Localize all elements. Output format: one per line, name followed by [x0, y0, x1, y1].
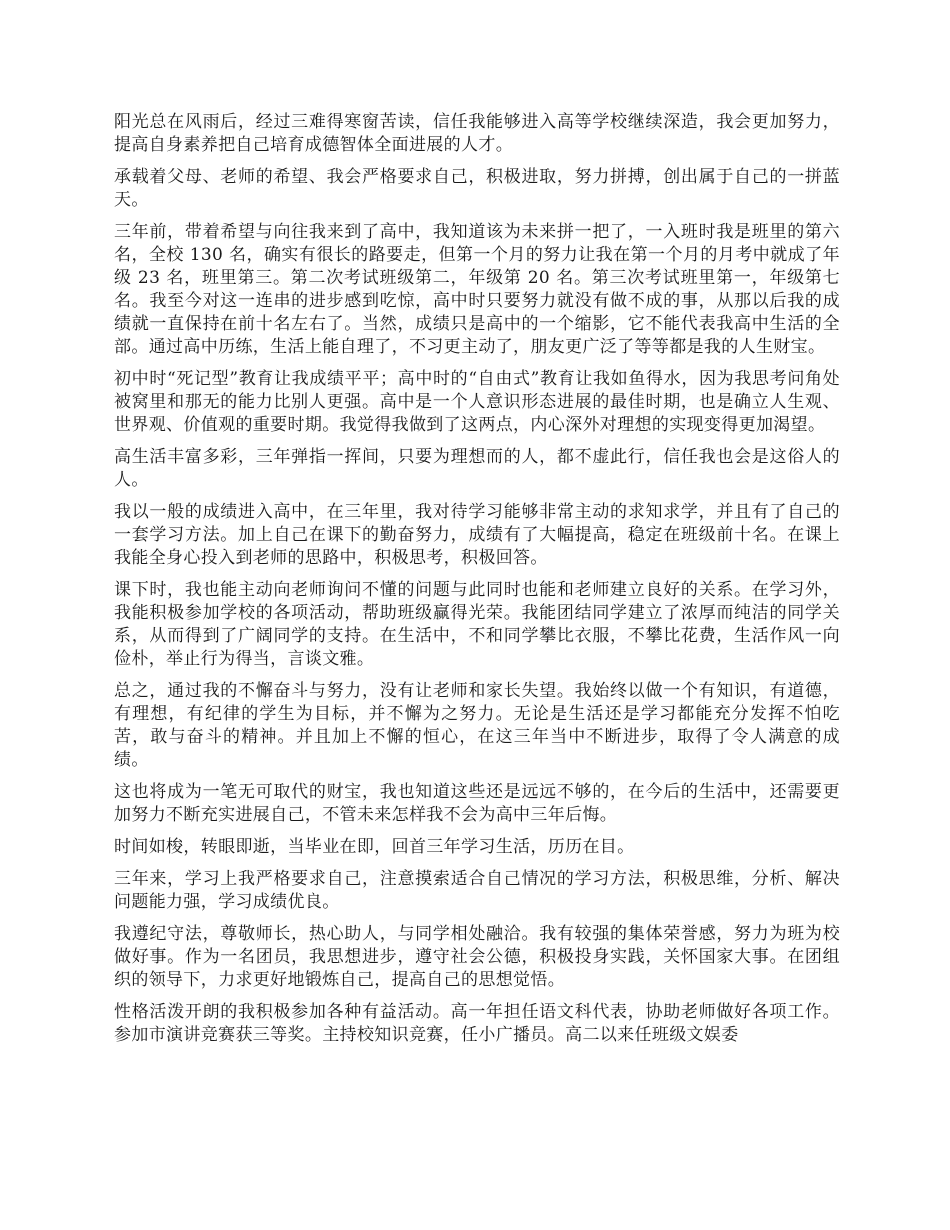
paragraph-7: 课下时，我也能主动向老师询问不懂的问题与此同时也能和老师建立良好的关系。在学习外，我能积极参加学校的各项活动，帮助班级赢得光荣。我能团结同学建立了浓厚而纯洁的同学关系，从而得到了广阔同学的支持。在生活中，不和同学攀比衣服，不攀比花费，生活作风一向俭朴，举止行为得当，言谈文雅。 [114, 580, 840, 669]
paragraph-6: 我以一般的成绩进入高中，在三年里，我对待学习能够非常主动的求知求学，并且有了自己的一套学习方法。加上自己在课下的勤奋努力，成绩有了大幅提高，稳定在班级前十名。在课上我能全身心投入到老师的思路中，积极思考，积极回答。 [114, 502, 840, 568]
paragraph-11: 三年来，学习上我严格要求自己，注意摸索适合自己情况的学习方法，积极思维，分析、解决问题能力强，学习成绩优良。 [114, 869, 840, 912]
paragraph-2: 承载着父母、老师的希望、我会严格要求自己，积极进取，努力拼搏，创出属于自己的一拼蓝天。 [114, 167, 840, 210]
paragraph-8: 总之，通过我的不懈奋斗与努力，没有让老师和家长失望。我始终以做一个有知识，有道德，有理想，有纪律的学生为目标，并不懈为之努力。无论是生活还是学习都能充分发挥不怕吃苦，敢与奋斗的精神。并且加上不懈的恒心，在这三年当中不断进步，取得了令人满意的成绩。 [114, 681, 840, 770]
paragraph-13: 性格活泼开朗的我积极参加各种有益活动。高一年担任语文科代表，协助老师做好各项工作。参加市演讲竞赛获三等奖。主持校知识竞赛，任小广播员。高二以来任班级文娱委 [114, 1002, 840, 1045]
paragraph-1: 阳光总在风雨后，经过三难得寒窗苦读，信任我能够进入高等学校继续深造，我会更加努力，提高自身素养把自己培育成德智体全面进展的人才。 [114, 112, 840, 155]
paragraph-12: 我遵纪守法，尊敬师长，热心助人，与同学相处融洽。我有较强的集体荣誉感，努力为班为校做好事。作为一名团员，我思想进步，遵守社会公德，积极投身实践，关怀国家大事。在团组织的领导下，力求更好地锻炼自己，提高自己的思想觉悟。 [114, 924, 840, 990]
paragraph-10: 时间如梭，转眼即逝，当毕业在即，回首三年学习生活，历历在目。 [114, 837, 635, 857]
paragraph-5: 高生活丰富多彩，三年弹指一挥间，只要为理想而的人，都不虚此行，信任我也会是这俗人的人。 [114, 447, 840, 490]
paragraph-9: 这也将成为一笔无可取代的财宝，我也知道这些还是远远不够的，在今后的生活中，还需要更加努力不断充实进展自己，不管未来怎样我不会为高中三年后悔。 [114, 782, 840, 825]
paragraph-3: 三年前，带着希望与向往我来到了高中，我知道该为未来拼一把了，一入班时我是班里的第六名，全校 130 名，确实有很长的路要走，但第一个月的努力让我在第一个月的月考中就成了年级 23 名，班里第三。第二次考试班级第二，年级第 20 名。第三次考试班里第一，年级第七名。我至今对这一连串的进步感到吃惊，高中时只要努力就没有做不成的事，从那以后我的成绩就一直保持在前十名左右了。当然，成绩只是高中的一个缩影，它不能代表我高中生活的全部。通过高中历练，生活上能自理了，不习更主动了，朋友更广泛了等等都是我的人生财宝。 [114, 222, 840, 357]
paragraph-4: 初中时“死记型”教育让我成绩平平；高中时的“自由式”教育让我如鱼得水，因为我思考问角处被窝里和那无的能力比别人更强。高中是一个人意识形态进展的最佳时期，也是确立人生观、世界观、价值观的重要时期。我觉得我做到了这两点，内心深外对理想的实现变得更加渴望。 [114, 369, 840, 435]
